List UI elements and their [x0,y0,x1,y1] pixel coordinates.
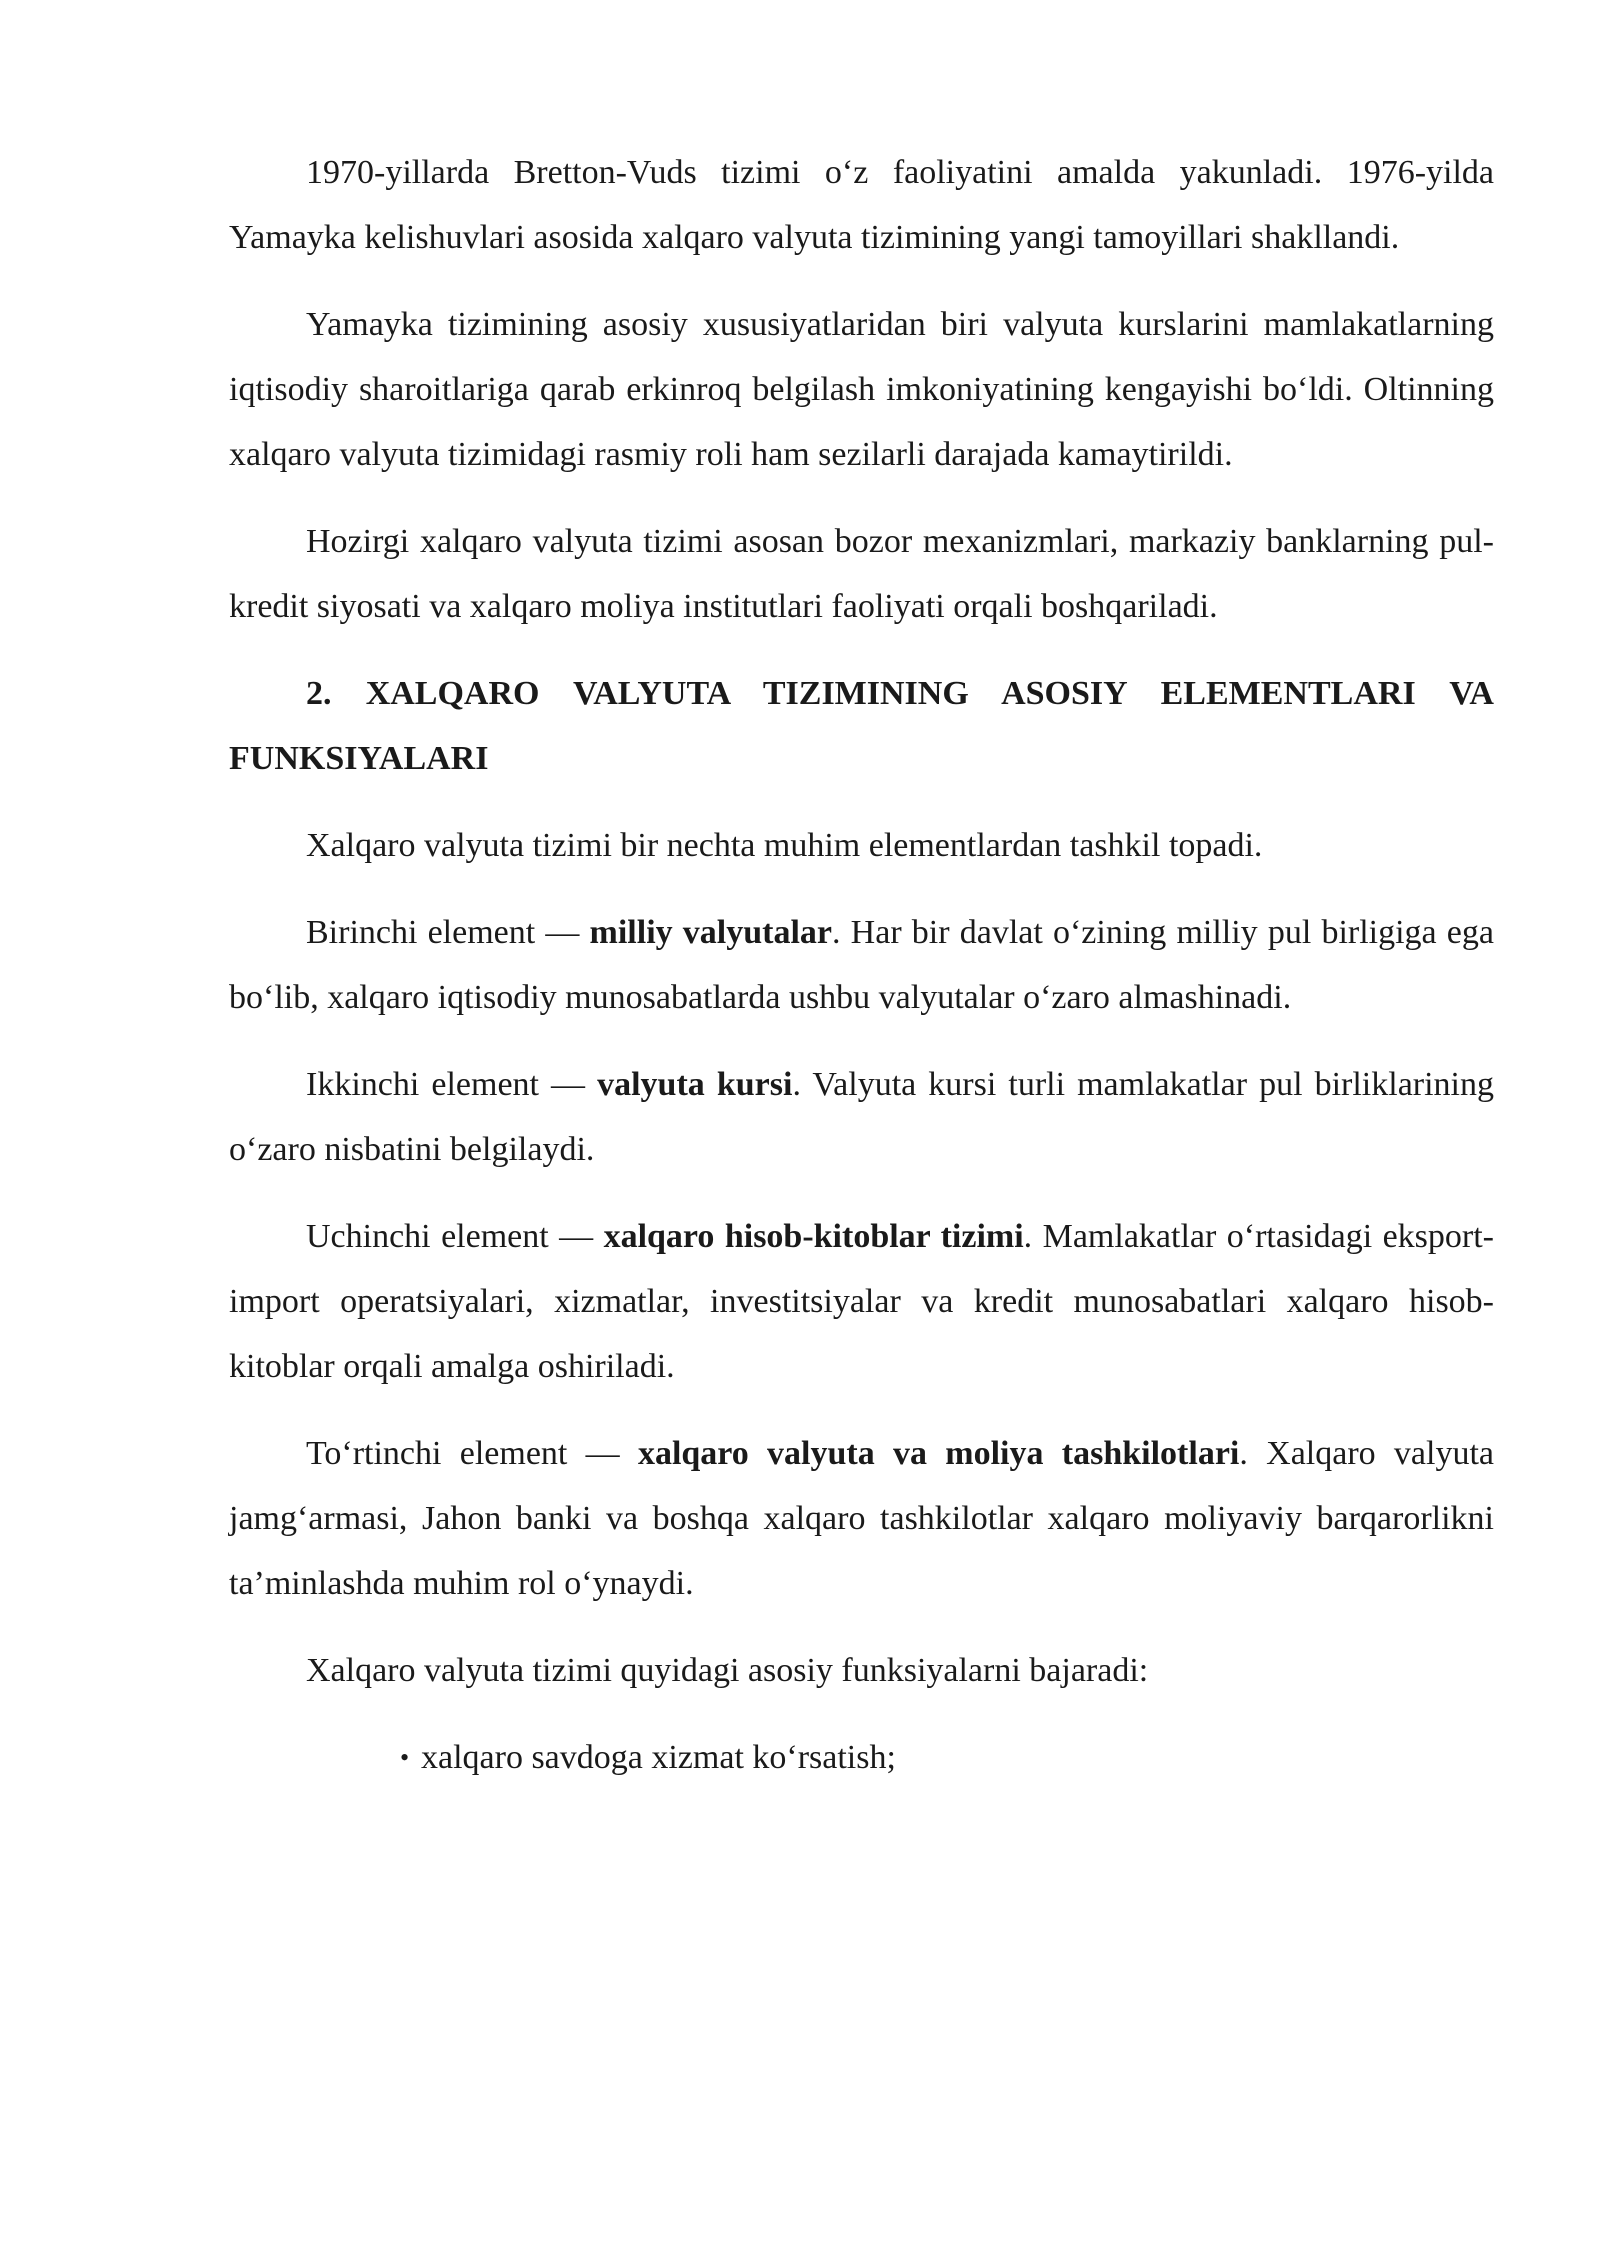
section-heading: 2. XALQARO VALYUTA TIZIMINING ASOSIY ELEMENTLARI VA FUNKSIYALARI [229,675,1494,777]
element-1-text: . Har bir davlat o‘zining milliy pul birligiga ega bo‘lib, xalqaro iqtisodiy munosabatlarda ushbu valyutalar o‘zaro almashinadi. [229,914,1494,1016]
element-3-lead: Uchinchi element — [306,1218,604,1255]
paragraph-element-2 [229,1052,1494,1182]
bullet-icon: • [400,1743,410,1772]
list-item [400,1725,1494,1790]
functions-list [229,1725,1494,1790]
element-4-text: . Xalqaro valyuta jamg‘armasi, Jahon banki va boshqa xalqaro tashkilotlar xalqaro moliyaviy barqarorlikni ta’minlashda muhim rol o‘ynaydi. [229,1435,1494,1602]
paragraph-element-3 [229,1204,1494,1399]
element-3-term: xalqaro hisob-kitoblar tizimi [603,1218,1024,1255]
element-2-text: . Valyuta kursi turli mamlakatlar pul birliklarining o‘zaro nisbatini belgilaydi. [229,1066,1494,1168]
paragraph-element-1 [229,900,1494,1030]
document-page [229,140,1494,1790]
element-1-lead: Birinchi element — [306,914,590,951]
element-2-lead: Ikkinchi element — [306,1066,598,1103]
paragraph-elements-intro: Xalqaro valyuta tizimi bir nechta muhim elementlardan tashkil topadi. [306,827,1263,864]
paragraph-current-system: Hozirgi xalqaro valyuta tizimi asosan bozor mexanizmlari, markaziy banklarning pul-kredit siyosati va xalqaro moliya institutlari faoliyati orqali boshqariladi. [229,523,1494,625]
element-1-term: milliy valyutalar [589,914,833,951]
paragraph-element-4 [229,1421,1494,1616]
element-4-term: xalqaro valyuta va moliya tashkilotlari [637,1435,1240,1472]
paragraph-bretton-woods: 1970-yillarda Bretton-Vuds tizimi o‘z faoliyatini amalda yakunladi. 1976-yilda Yamayka kelishuvlari asosida xalqaro valyuta tizimining yangi tamoyillari shakllandi. [229,154,1494,256]
paragraph-jamaica-system: Yamayka tizimining asosiy xususiyatlaridan biri valyuta kurslarini mamlakatlarning iqtisodiy sharoitlariga qarab erkinroq belgilash imkoniyatining kengayishi bo‘ldi. Oltinning xalqaro valyuta tizimidagi rasmiy roli ham sezilarli darajada kamaytirildi. [229,306,1494,473]
function-1: xalqaro savdoga xizmat ko‘rsatish; [421,1739,896,1776]
element-3-text: . Mamlakatlar o‘rtasidagi eksport-import operatsiyalari, xizmatlar, investitsiyalar va kredit munosabatlari xalqaro hisob-kitoblar orqali amalga oshiriladi. [229,1218,1494,1385]
paragraph-functions-intro: Xalqaro valyuta tizimi quyidagi asosiy funksiyalarni bajaradi: [306,1652,1149,1689]
element-4-lead: To‘rtinchi element — [306,1435,638,1472]
element-2-term: valyuta kursi [597,1066,793,1103]
